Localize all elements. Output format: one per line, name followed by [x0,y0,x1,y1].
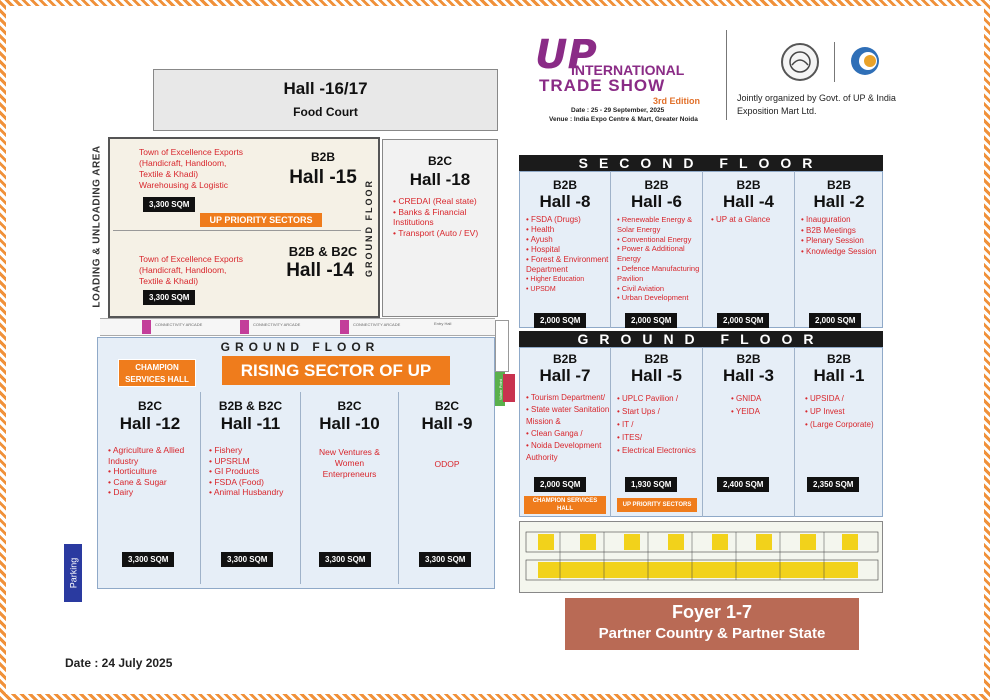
hall-14-items [139,254,269,287]
hall-11-item: • FSDA (Food) [209,477,299,488]
hall-8-item: • Hospital [526,245,612,255]
hall-8-name: Hall -8 [539,192,591,211]
ground-floor-banner: GROUND FLOOR [519,331,883,347]
hall-9-sqm: 3,300 SQM [419,552,471,567]
hall-1 [795,347,883,517]
hall-18-items [393,196,493,238]
organizer-text: Jointly organized by Govt. of UP & India Exposition Mart Ltd. [737,93,896,116]
loading-label: LOADING & UNLOADING AREA [91,144,103,308]
hall-18-item: • CREDAI (Real state) [393,196,493,207]
foyer-stalls [519,521,883,593]
hall-2-item: • Inauguration [801,215,885,226]
logo-line1: INTERNATIONAL [571,62,685,78]
hall-12-items [108,445,198,498]
foyer-sub: Partner Country & Partner State [598,625,826,642]
hall-1-item: • (Large Corporate) [805,418,885,431]
hall-18-category: B2C [427,154,452,168]
hall-15-name: Hall -15 [289,167,357,188]
champion-services-tag: CHAMPION SERVICES HALL [118,359,196,387]
iem-logo-icon [848,43,882,79]
hall-9-category: B2C [434,399,459,413]
hall-14-name: Hall -14 [286,260,354,281]
lower-ground-floor-label: GROUND FLOOR [220,340,380,354]
hall-9-item: ODOP [434,459,460,469]
hall-7-item: • State water Sanitation Mission & [526,404,614,428]
hall-3-items [731,392,791,418]
hall-10-item: Enterpreneurs [322,469,377,479]
hall-5-item: • Start Ups / [617,405,703,418]
hall-5 [611,347,702,517]
hall-7-item: • Tourism Department/ [526,392,614,404]
foyer-banner [565,598,859,650]
hall-1-category: B2B [826,352,851,366]
hall-15-category: B2B [310,150,335,164]
hall-12-item: • Agriculture & Allied Industry [108,445,198,466]
hall-10-name: Hall -10 [319,414,380,433]
connector-label: CONNECTIVITY ARCADE [253,322,301,327]
hall-8-item: • UPSDM [526,285,612,295]
hall-12-name: Hall -12 [119,414,181,433]
hall-1-items [805,392,885,431]
hall-18 [382,139,498,317]
entry-hall-label: Entry Hall [434,321,452,326]
hall-7-sqm: 2,000 SQM [534,477,586,492]
up-priority-sectors-tag: UP PRIORITY SECTORS [200,213,322,227]
connectivity-arcade [142,320,151,334]
hall-6-item: • Civil Aviation [617,284,703,294]
hall-9 [399,395,495,585]
hall-5-item: • Electrical Electronics [617,444,703,457]
hall-11-items [209,445,299,498]
hall-10-items [301,447,398,480]
hall-2-item: • B2B Meetings [801,226,885,237]
hall-11-item: • GI Products [209,466,299,477]
hall-5-item: • IT / [617,418,703,431]
hall-14 [113,232,361,312]
hall-5-items [617,392,703,457]
hall-7-item: • Noida Development Authority [526,440,614,464]
hall-12-item: • Dairy [108,487,198,498]
hall-8-sqm: 2,000 SQM [534,313,586,328]
loading-area [89,135,105,317]
rising-sector-banner: RISING SECTOR OF UP [222,356,450,385]
hall-18-name: Hall -18 [409,170,471,189]
logo-up-text: UP [535,32,597,78]
hall-9-name: Hall -9 [421,414,473,433]
hall-3 [703,347,794,517]
hall-14-item: (Handicraft, Handloom, [139,265,227,275]
hall-6-item: • Power & Additional Energy [617,244,703,264]
up-priority-sectors-tag: UP PRIORITY SECTORS [617,498,697,512]
hall-15-sqm: 3,300 SQM [143,197,195,212]
hall-16-17-sub: Food Court [293,105,358,119]
hall-11-item: • Fishery [209,445,299,456]
hall-7-name: Hall -7 [539,366,591,385]
hall-4-name: Hall -4 [722,192,775,211]
hall-10-category: B2C [337,399,362,413]
hall-2-name: Hall -2 [813,192,865,211]
hall-4-item: • UP at a Glance [711,215,795,226]
hall-4-items [711,215,795,226]
hall-3-item: • GNIDA [731,392,791,405]
hall-16-17 [153,69,498,131]
hall-5-category: B2B [644,352,669,366]
hall-6-category: B2B [644,178,669,192]
hall-12-item: • Horticulture [108,466,198,477]
hall-6 [611,171,702,328]
hall-15-item: (Handicraft, Handloom, [139,158,227,168]
hall-14-item: Town of Excellence Exports [139,254,243,264]
ground-floor-vertical [362,145,376,310]
hall-10-item: Women [334,458,365,468]
hall-6-item: • Urban Development [617,293,703,303]
hall-3-item: • YEIDA [731,405,791,418]
hall-11-item: • UPSRLM [209,456,299,467]
hall-7-items [526,392,614,464]
access-marker [503,374,515,402]
hall-11 [201,395,300,585]
champion-services-tag: CHAMPION SERVICES HALL [524,496,606,514]
hall-8-item: • Forest & Environment Department [526,255,612,275]
hall-1-item: • UP Invest [805,405,885,418]
hall-15-item: Town of Excellence Exports [139,147,243,157]
entry-stair [495,320,509,372]
hall-14-item: Textile & Khadi) [139,276,199,286]
hall-2-sqm: 2,000 SQM [809,313,861,328]
hall-6-name: Hall -6 [630,192,683,211]
hall-6-sqm: 2,000 SQM [625,313,677,328]
hall-3-sqm: 2,400 SQM [717,477,769,492]
connectivity-arcade [340,320,349,334]
hall-divider [113,230,361,231]
connectivity-arcade [240,320,249,334]
parking-label: Parking [68,557,79,589]
hall-1-item: • UPSIDA / [805,392,885,405]
hall-7-category: B2B [552,352,577,366]
connector-label: CONNECTIVITY ARCADE [353,322,401,327]
parking [64,544,82,602]
hall-8 [520,171,610,328]
hall-8-category: B2B [552,178,577,192]
hall-8-item: • Health [526,225,612,235]
header-divider [726,30,727,120]
hall-10 [301,395,398,585]
trade-show-logo [533,32,703,127]
hall-5-name: Hall -5 [630,366,683,385]
water-point-label: Water Point [497,378,503,400]
footer-date: Date : 24 July 2025 [65,656,173,670]
hall-18-item: • Transport (Auto / EV) [393,228,493,239]
hall-12-category: B2C [137,399,162,413]
hall-4-category: B2B [736,178,761,192]
hall-2 [795,171,883,328]
hall-16-17-name: Hall -16/17 [283,79,368,98]
hall-4 [703,171,794,328]
hall-3-category: B2B [736,352,761,366]
hall-4-sqm: 2,000 SQM [717,313,769,328]
hall-2-item: • Knowledge Session [801,247,885,258]
hall-6-item: • Conventional Energy [617,235,703,245]
hall-8-item: • Ayush [526,235,612,245]
hall-3-name: Hall -3 [722,366,775,385]
ground-floor-vertical-label: GROUND FLOOR [364,178,374,277]
hall-8-items [526,215,612,295]
hall-11-sqm: 3,300 SQM [221,552,273,567]
hall-5-item: • UPLC Pavilion / [617,392,703,405]
hall-6-item: • Defence Manufacturing Pavilion [617,264,703,284]
foyer-title: Foyer 1-7 [671,602,753,622]
hall-15-item: Warehousing & Logistic [139,180,228,190]
hall-2-item: • Plenary Session [801,236,885,247]
connector-label: CONNECTIVITY ARCADE [155,322,203,327]
hall-15-item: Textile & Khadi) [139,169,199,179]
hall-6-items [617,215,703,303]
hall-5-item: • ITES/ [617,431,703,444]
hall-1-name: Hall -1 [813,366,865,385]
hall-10-item: New Ventures & [319,447,380,457]
logo-line2: TRADE SHOW [539,76,666,95]
hall-1-sqm: 2,350 SQM [807,477,859,492]
hall-8-item: • FSDA (Drugs) [526,215,612,225]
up-govt-emblem-icon [781,43,819,81]
hall-14-category: B2B & B2C [288,244,358,259]
hall-10-sqm: 3,300 SQM [319,552,371,567]
hall-7-item: • Clean Ganga / [526,428,614,440]
hall-7 [520,347,610,517]
hall-11-name: Hall -11 [220,414,281,433]
hall-11-item: • Animal Husbandry [209,487,299,498]
logo-venue: Venue : India Expo Centre & Mart, Greater Noida [549,116,698,123]
hall-15-items [139,147,269,191]
hall-5-sqm: 1,930 SQM [625,477,677,492]
emblem-divider [834,42,835,82]
logo-date: Date : 25 - 29 September, 2025 [571,107,665,114]
hall-11-category: B2B & B2C [218,399,283,413]
hall-6-item: • Renewable Energy & Solar Energy [617,215,703,235]
hall-14-sqm: 3,300 SQM [143,290,195,305]
hall-2-category: B2B [826,178,851,192]
hall-12 [100,395,200,585]
logo-edition: 3rd Edition [653,96,700,106]
hall-2-items [801,215,885,257]
second-floor-banner: SECOND FLOOR [519,155,883,171]
hall-8-item: • Higher Education [526,275,612,285]
hall-18-item: • Banks & Financial Institutions [393,207,493,228]
hall-12-item: • Cane & Sugar [108,477,198,488]
hall-12-sqm: 3,300 SQM [122,552,174,567]
